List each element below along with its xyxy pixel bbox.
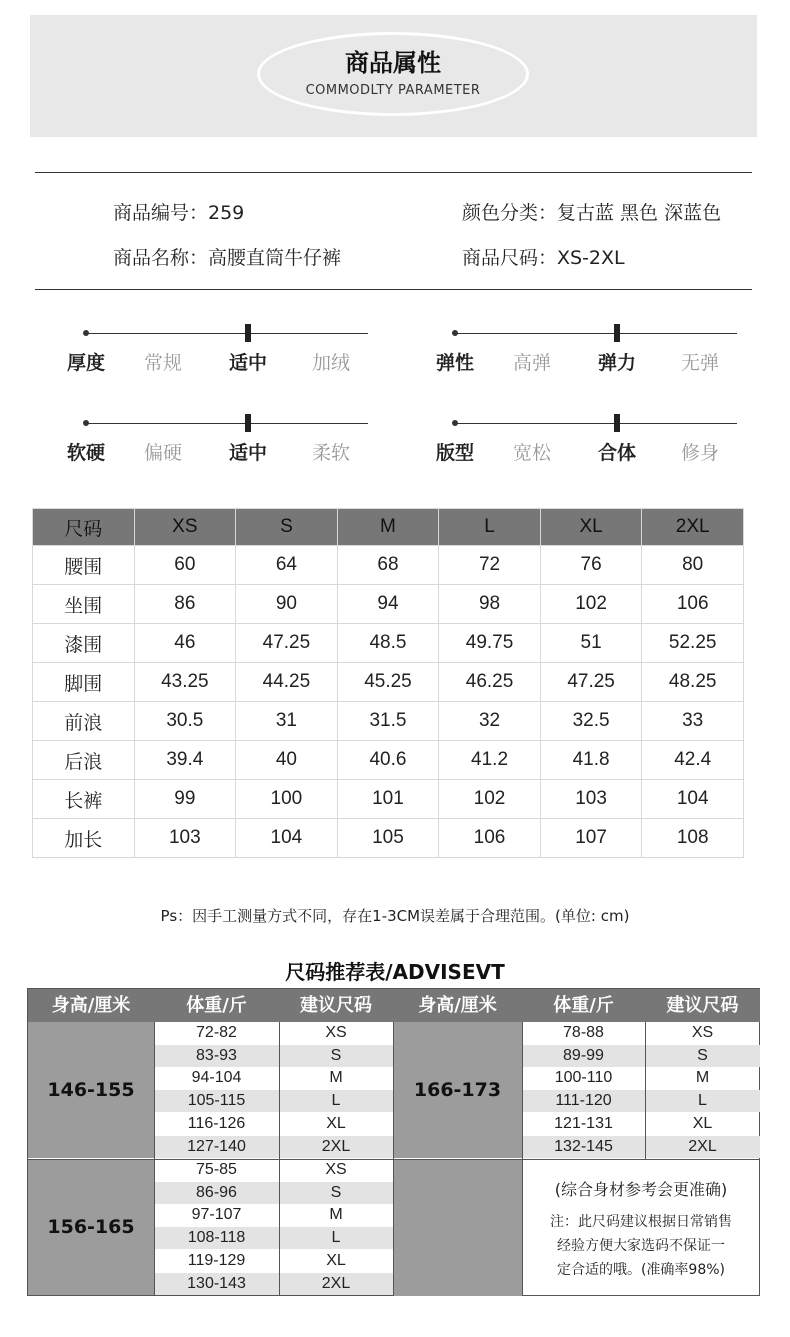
product-color: 颜色分类：复古蓝 黑色 深蓝色 <box>462 202 722 224</box>
measure-name: 脚围 <box>33 663 135 702</box>
divider <box>35 289 752 290</box>
height-range: 156-165 <box>28 1159 154 1295</box>
measure-value: 99 <box>134 780 236 819</box>
weight-range: 121-131 <box>554 1114 613 1132</box>
measure-value: 45.25 <box>337 663 439 702</box>
measure-value: 106 <box>439 819 541 858</box>
measure-value: 47.25 <box>540 663 642 702</box>
suggested-size: XL <box>326 1251 346 1269</box>
measure-value: 94 <box>337 585 439 624</box>
scale-marker <box>245 324 251 342</box>
table-row <box>33 585 744 624</box>
size-header-cell: M <box>337 509 439 546</box>
weight-range: 100-110 <box>554 1069 613 1087</box>
recommend-header-cell: 体重/斤 <box>522 989 645 1022</box>
suggested-size: M <box>329 1069 343 1087</box>
recommend-note-line: 定合适的哦。(准确率98%) <box>556 1262 726 1278</box>
column-divider <box>393 1022 394 1159</box>
measure-value: 68 <box>337 546 439 585</box>
recommend-header-cell: 建议尺码 <box>279 989 393 1022</box>
weight-range: 94-104 <box>191 1069 242 1087</box>
suggested-size: L <box>279 1090 393 1112</box>
measure-value: 32.5 <box>540 702 642 741</box>
measure-value: 31 <box>236 702 338 741</box>
product-code: 商品编号：259 <box>113 202 245 224</box>
suggested-size: XL <box>692 1114 713 1132</box>
column-divider <box>154 1159 155 1296</box>
measure-value: 90 <box>236 585 338 624</box>
scale-marker <box>614 324 620 342</box>
row-divider <box>28 1159 760 1160</box>
suggested-size: S <box>645 1045 760 1067</box>
measure-value: 49.75 <box>439 624 541 663</box>
scale-label: 软硬 <box>67 442 106 464</box>
weight-range: 132-145 <box>522 1136 645 1158</box>
scale-start-dot <box>452 330 458 336</box>
measure-value: 80 <box>642 546 744 585</box>
scale-label: 弹性 <box>436 352 475 374</box>
recommend-note-line: 注：此尺码建议根据日常销售 <box>550 1214 732 1230</box>
recommend-header-cell: 体重/斤 <box>154 989 279 1022</box>
measure-value: 46.25 <box>439 663 541 702</box>
measure-value: 40 <box>236 741 338 780</box>
scale-line <box>85 423 368 424</box>
size-header-cell: L <box>439 509 541 546</box>
measure-value: 32 <box>439 702 541 741</box>
table-row <box>33 819 744 858</box>
measure-value: 86 <box>134 585 236 624</box>
page-title: 商品属性 <box>345 49 441 77</box>
scale-line <box>454 333 737 334</box>
measure-name: 长裤 <box>33 780 135 819</box>
measure-value: 104 <box>236 819 338 858</box>
weight-range: 130-143 <box>154 1273 279 1295</box>
scale-option: 偏硬 <box>144 442 183 464</box>
measure-value: 41.8 <box>540 741 642 780</box>
scale-option: 无弹 <box>681 352 720 374</box>
weight-range: 72-82 <box>196 1024 237 1041</box>
measure-name: 后浪 <box>33 741 135 780</box>
measure-value: 60 <box>134 546 236 585</box>
measure-value: 102 <box>439 780 541 819</box>
suggested-size: L <box>645 1090 760 1112</box>
measure-value: 39.4 <box>134 741 236 780</box>
measure-value: 51 <box>540 624 642 663</box>
column-divider <box>279 1022 280 1159</box>
suggested-size: 2XL <box>645 1136 760 1158</box>
measure-name: 坐围 <box>33 585 135 624</box>
measure-value: 52.25 <box>642 624 744 663</box>
size-header-cell: XL <box>540 509 642 546</box>
page-subtitle: COMMODLTY PARAMETER <box>305 83 481 98</box>
scale-option: 宽松 <box>513 442 552 464</box>
recommend-note-line: 经验方便大家选码不保证一 <box>557 1238 725 1254</box>
table-row <box>33 741 744 780</box>
table-row <box>33 663 744 702</box>
scale-option: 适中 <box>229 442 268 464</box>
scale-option: 修身 <box>681 442 720 464</box>
measure-value: 44.25 <box>236 663 338 702</box>
suggested-size: 2XL <box>279 1273 393 1295</box>
scale-label: 厚度 <box>67 352 106 374</box>
measure-name: 前浪 <box>33 702 135 741</box>
measure-value: 64 <box>236 546 338 585</box>
measure-value: 100 <box>236 780 338 819</box>
measure-value: 31.5 <box>337 702 439 741</box>
measure-value: 42.4 <box>642 741 744 780</box>
weight-range: 86-96 <box>154 1182 279 1204</box>
size-header-cell: XS <box>134 509 236 546</box>
scale-marker <box>245 414 251 432</box>
scale-option: 适中 <box>229 352 268 374</box>
scale-option: 加绒 <box>312 352 351 374</box>
suggested-size: XL <box>326 1114 346 1132</box>
weight-range: 108-118 <box>154 1227 279 1249</box>
recommend-note-title: (综合身材参考会更准确) <box>554 1180 728 1199</box>
scale-start-dot <box>83 330 89 336</box>
measure-value: 106 <box>642 585 744 624</box>
measure-value: 103 <box>134 819 236 858</box>
scale-line <box>454 423 737 424</box>
weight-range: 97-107 <box>191 1206 242 1224</box>
scale-option: 常规 <box>144 352 183 374</box>
measure-value: 103 <box>540 780 642 819</box>
column-divider <box>645 1022 646 1159</box>
weight-range: 116-126 <box>187 1114 246 1132</box>
recommend-title: 尺码推荐表/ADVISEVT <box>285 960 505 984</box>
measure-value: 48.25 <box>642 663 744 702</box>
measure-value: 48.5 <box>337 624 439 663</box>
weight-range: 105-115 <box>154 1090 279 1112</box>
scale-line <box>85 333 368 334</box>
measure-value: 102 <box>540 585 642 624</box>
weight-range: 89-99 <box>522 1045 645 1067</box>
size-table-header <box>33 509 744 546</box>
measure-value: 101 <box>337 780 439 819</box>
weight-range: 78-88 <box>563 1024 604 1041</box>
scale-option: 合体 <box>598 442 637 464</box>
measure-value: 30.5 <box>134 702 236 741</box>
recommend-table <box>27 988 760 1296</box>
size-table <box>32 508 744 858</box>
weight-range: 127-140 <box>154 1136 279 1158</box>
size-header-cell: S <box>236 509 338 546</box>
measure-name: 漆围 <box>33 624 135 663</box>
recommend-header-cell: 身高/厘米 <box>393 989 522 1022</box>
scale-marker <box>614 414 620 432</box>
height-range-empty <box>393 1159 522 1296</box>
weight-range: 119-129 <box>187 1251 246 1269</box>
measure-value: 105 <box>337 819 439 858</box>
weight-range: 111-120 <box>522 1090 645 1112</box>
weight-range: 83-93 <box>154 1045 279 1067</box>
suggested-size: XS <box>691 1024 714 1041</box>
measure-value: 76 <box>540 546 642 585</box>
measure-value: 98 <box>439 585 541 624</box>
suggested-size: XS <box>325 1161 347 1178</box>
table-row <box>33 624 744 663</box>
height-range: 146-155 <box>28 1022 154 1158</box>
table-row <box>33 702 744 741</box>
recommend-header-cell: 身高/厘米 <box>28 989 154 1022</box>
scale-option: 高弹 <box>513 352 552 374</box>
column-divider <box>522 1022 523 1159</box>
scale-start-dot <box>83 420 89 426</box>
scale-option: 弹力 <box>598 352 637 374</box>
measure-value: 41.2 <box>439 741 541 780</box>
suggested-size: S <box>279 1045 393 1067</box>
measure-value: 43.25 <box>134 663 236 702</box>
weight-range: 75-85 <box>196 1161 237 1178</box>
measure-value: 104 <box>642 780 744 819</box>
measure-value: 33 <box>642 702 744 741</box>
size-header-cell: 2XL <box>642 509 744 546</box>
measure-name: 加长 <box>33 819 135 858</box>
scale-start-dot <box>452 420 458 426</box>
measure-name: 腰围 <box>33 546 135 585</box>
measure-value: 46 <box>134 624 236 663</box>
size-header-cell: 尺码 <box>33 509 135 546</box>
table-row <box>33 780 744 819</box>
suggested-size: S <box>279 1182 393 1204</box>
measure-value: 40.6 <box>337 741 439 780</box>
column-divider <box>154 1022 155 1159</box>
recommend-header-cell: 建议尺码 <box>645 989 760 1022</box>
column-divider <box>279 1159 280 1296</box>
column-divider <box>393 1159 394 1296</box>
suggested-size: 2XL <box>279 1136 393 1158</box>
scale-label: 版型 <box>436 442 475 464</box>
divider <box>35 172 752 173</box>
measurement-note: Ps：因手工测量方式不同，存在1-3CM误差属于合理范围。(单位: cm) <box>160 907 630 925</box>
measure-value: 108 <box>642 819 744 858</box>
suggested-size: M <box>329 1206 343 1224</box>
measure-value: 47.25 <box>236 624 338 663</box>
measure-value: 72 <box>439 546 541 585</box>
height-range: 166-173 <box>393 1022 522 1158</box>
product-size: 商品尺码：XS-2XL <box>462 247 625 269</box>
scale-option: 柔软 <box>312 442 351 464</box>
product-name: 商品名称：高腰直筒牛仔裤 <box>113 247 342 269</box>
suggested-size: M <box>695 1069 710 1087</box>
suggested-size: L <box>279 1227 393 1249</box>
measure-value: 107 <box>540 819 642 858</box>
table-row <box>33 546 744 585</box>
suggested-size: XS <box>325 1024 347 1041</box>
